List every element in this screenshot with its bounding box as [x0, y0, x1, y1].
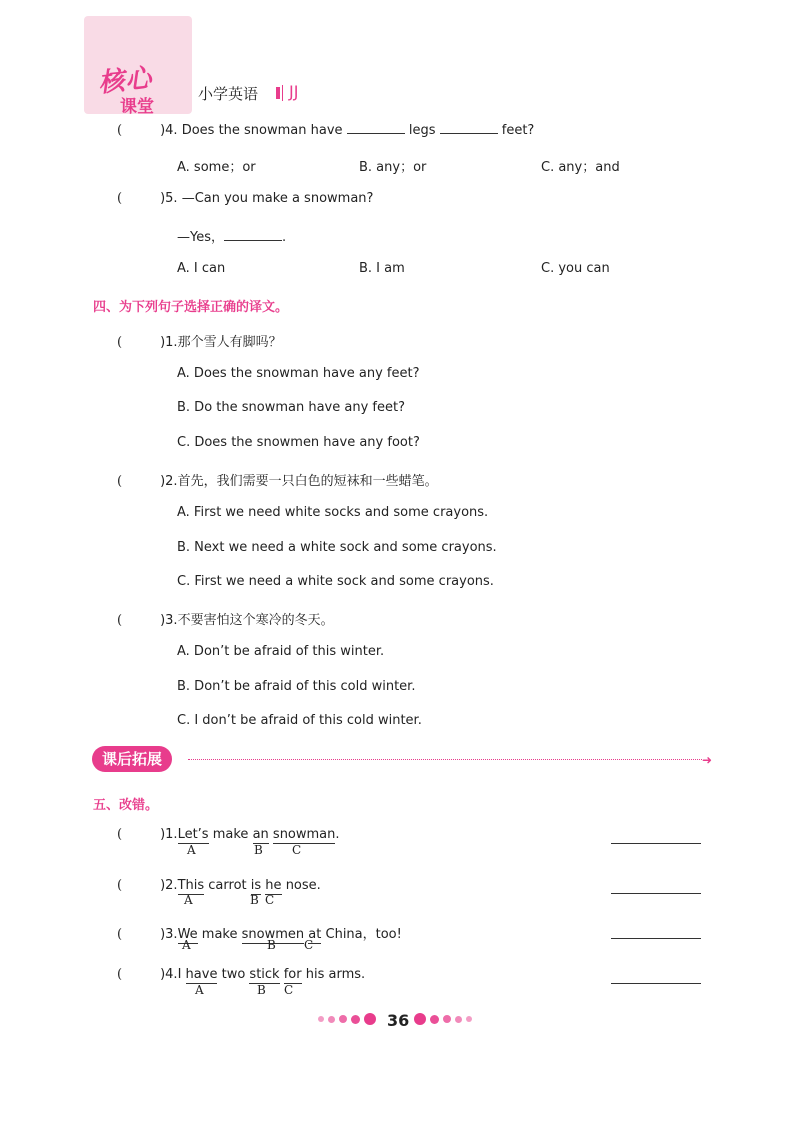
correction-question-3 [117, 923, 402, 942]
answer-paren[interactable]: ( [117, 123, 123, 138]
section-banner: 课后拓展 [92, 746, 172, 772]
question-text: —Can you make a snowman? [181, 191, 374, 206]
answer-paren[interactable]: ( [117, 335, 123, 350]
sentence-text: China，too! [325, 927, 402, 942]
label-b: B [250, 893, 259, 907]
correction-question-1 [117, 827, 340, 842]
label-b: B [267, 938, 276, 952]
correction-question-4 [117, 967, 365, 982]
sentence-text: I [177, 967, 182, 982]
answer-paren[interactable]: ( [117, 474, 123, 489]
answer-line[interactable] [611, 938, 701, 939]
question-text: 不要害怕这个寒冷的冬天。 [177, 613, 334, 628]
logo-title: 核心 [96, 63, 154, 99]
option-a[interactable]: A. I can [177, 261, 226, 276]
option-c[interactable]: C. First we need a white sock and some crayons. [177, 574, 494, 589]
label-a: A [184, 893, 193, 907]
dot-icon [328, 1016, 335, 1023]
underlined-word-c: he [265, 878, 282, 893]
question-number: )5. [160, 191, 178, 206]
question-4-2 [117, 470, 438, 489]
answer-paren[interactable]: ( [117, 927, 123, 942]
question-number: )3. [160, 927, 178, 942]
underlined-word-a: have [185, 967, 218, 982]
question-text: legs [408, 123, 436, 138]
header-divider-block [276, 87, 280, 99]
answer-paren[interactable]: ( [117, 827, 123, 842]
sentence-text: . [335, 827, 340, 842]
dot-icon [351, 1015, 360, 1024]
dot-icon [430, 1015, 439, 1024]
option-b[interactable]: B. Do the snowman have any feet? [177, 400, 405, 415]
dot-icon [466, 1016, 472, 1022]
option-a[interactable]: A. Does the snowman have any feet? [177, 366, 420, 381]
dot-icon [364, 1013, 376, 1025]
logo-subtitle: 课堂 [120, 97, 154, 117]
question-4-1 [117, 331, 282, 350]
question-text: 首先，我们需要一只白色的短袜和一些蜡笔。 [177, 474, 438, 489]
correction-question-2 [117, 878, 321, 893]
option-c[interactable]: C. Does the snowmen have any foot? [177, 435, 420, 450]
question-number: )4. [160, 123, 178, 138]
option-b[interactable]: B. Next we need a white sock and some crayons. [177, 540, 497, 555]
label-a: A [182, 938, 191, 952]
arrow-right-icon: ➜ [702, 753, 713, 767]
section-title-5: 五、改错。 [93, 798, 159, 813]
question-number: )1. [160, 827, 178, 842]
banner-dotted-line [188, 759, 702, 760]
label-c: C [284, 983, 294, 997]
header-subject: 小学英语 [198, 85, 259, 103]
option-c[interactable]: C. I don’t be afraid of this cold winter. [177, 713, 422, 728]
underlined-word-b: is [250, 878, 262, 893]
question-3-4 [117, 121, 534, 138]
question-4-3 [117, 609, 334, 628]
label-a: A [195, 983, 204, 997]
question-number: )3. [160, 613, 178, 628]
answer-line[interactable] [611, 893, 701, 894]
question-number: )2. [160, 878, 178, 893]
underlined-word-b: stick [249, 967, 280, 982]
sentence-text: nose. [285, 878, 321, 893]
underlined-word-b: an [252, 827, 269, 842]
dot-icon [443, 1015, 451, 1023]
answer-line[interactable] [611, 983, 701, 984]
sentence-text: his arms. [305, 967, 366, 982]
answer-line[interactable] [611, 843, 701, 844]
dot-icon [339, 1015, 347, 1023]
fill-blank[interactable] [347, 121, 405, 134]
option-b[interactable]: B. any；or [359, 160, 427, 175]
answer-paren[interactable]: ( [117, 878, 123, 893]
underlined-word-c: at [308, 927, 322, 942]
label-a: A [187, 843, 196, 857]
page-dots-right [414, 1013, 472, 1025]
sentence-text: make [212, 827, 249, 842]
question-number: )4. [160, 967, 178, 982]
question-text: Does the snowman have [181, 123, 343, 138]
option-a[interactable]: A. Don’t be afraid of this winter. [177, 644, 385, 659]
reply-end: . [282, 230, 287, 245]
page-dots-left [318, 1013, 376, 1025]
section-title-4: 四、为下列句子选择正确的译文。 [93, 300, 289, 315]
answer-paren[interactable]: ( [117, 967, 123, 982]
dot-icon [414, 1013, 426, 1025]
label-c: C [292, 843, 302, 857]
reply-text: —Yes， [177, 230, 224, 245]
header-edition: JJ [289, 82, 299, 101]
question-text: feet? [501, 123, 535, 138]
question-reply-line [177, 226, 286, 245]
underlined-word-c: for [283, 967, 302, 982]
answer-paren[interactable]: ( [117, 613, 123, 628]
label-b: B [257, 983, 266, 997]
dot-icon [455, 1016, 462, 1023]
option-b[interactable]: B. I am [359, 261, 405, 276]
fill-blank[interactable] [440, 121, 498, 134]
label-c: C [304, 938, 314, 952]
sentence-text: two [221, 967, 246, 982]
page-number: 36 [387, 1011, 410, 1030]
question-3-5 [117, 191, 373, 206]
option-c[interactable]: C. any；and [541, 160, 620, 175]
sentence-text: make [201, 927, 238, 942]
label-c: C [265, 893, 275, 907]
header-divider-line [282, 85, 283, 101]
option-a[interactable]: A. some；or [177, 160, 256, 175]
question-text: 那个雪人有脚吗？ [177, 335, 282, 350]
sentence-text: carrot [208, 878, 247, 893]
option-b[interactable]: B. Don’t be afraid of this cold winter. [177, 679, 416, 694]
underlined-word-b: snowmen [241, 927, 305, 942]
option-c[interactable]: C. you can [541, 261, 610, 276]
fill-blank[interactable] [224, 228, 282, 241]
option-a[interactable]: A. First we need white socks and some crayons. [177, 505, 489, 520]
answer-paren[interactable]: ( [117, 191, 123, 206]
underlined-word-a: We [177, 927, 198, 942]
underlined-word-a: Let’s [177, 827, 209, 842]
question-number: )1. [160, 335, 178, 350]
label-b: B [254, 843, 263, 857]
question-number: )2. [160, 474, 178, 489]
underlined-word-c: snowman [272, 827, 336, 842]
dot-icon [318, 1016, 324, 1022]
underlined-word-a: This [177, 878, 205, 893]
